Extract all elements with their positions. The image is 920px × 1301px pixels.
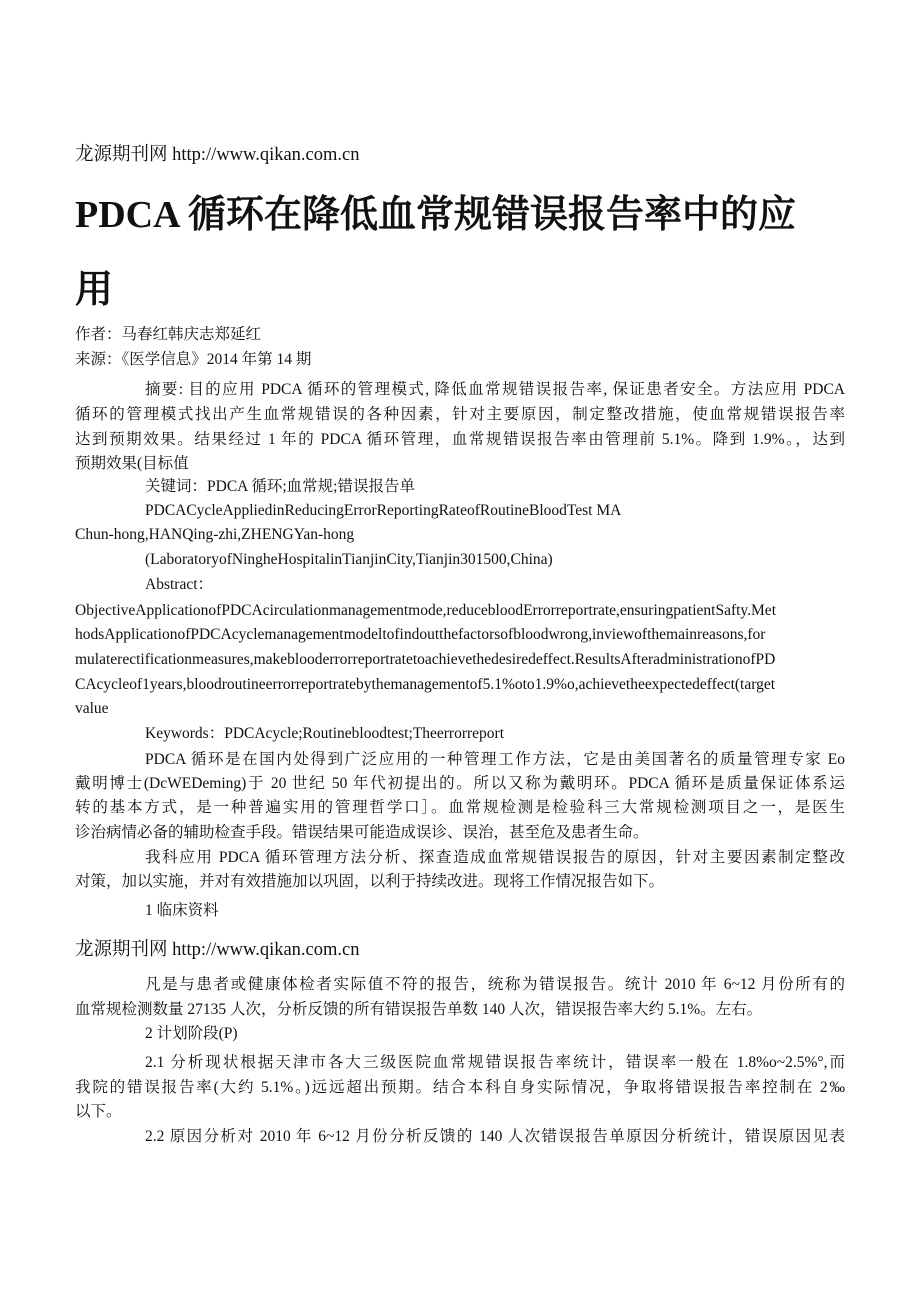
text-line: 预期效果(目标值	[75, 455, 189, 472]
text-line: 血常规检测数量 27135 人次，分析反馈的所有错误报告单数 140 人次，错误报告率大约 5.1%。左右。	[75, 1001, 763, 1018]
text-line: 2.2 原因分析对 2010 年 6~12 月份分析反馈的 140 人次错误报告单原因分析统计，错误原因见表	[145, 1128, 845, 1145]
article-title-line2: 用	[75, 269, 114, 311]
source-line: 来源：《医学信息》2014 年第 14 期	[75, 351, 312, 368]
text-line: hodsApplicationofPDCAcyclemanagementmodeltofindoutthefactorsofbloodwrong,inviewofthemainreasons,for	[75, 626, 766, 643]
text-line: Chun-hong,HANQing-zhi,ZHENGYan-hong	[75, 526, 355, 543]
site-header-repeat: 龙源期刊网 http://www.qikan.com.cn	[75, 940, 360, 960]
text-line: 2.1 分析现状根据天津市各大三级医院血常规错误报告率统计，错误率一般在 1.8%o~2.5%°,而	[145, 1054, 845, 1071]
article-title-line1: PDCA 循环在降低血常规错误报告率中的应	[75, 194, 796, 236]
text-line: 摘要: 目的应用 PDCA 循环的管理模式, 降低血常规错误报告率, 保证患者安全。方法应用 PDCA	[145, 381, 845, 398]
text-line: 我院的错误报告率(大约 5.1%。)远远超出预期。结合本科自身实际情况，争取将错误报告率控制在 2‰	[75, 1079, 845, 1096]
text-line: 凡是与患者或健康体检者实际值不符的报告，统称为错误报告。统计 2010 年 6~12 月份所有的	[145, 976, 845, 993]
text-line: 以下。	[75, 1103, 122, 1120]
abstract-label: Abstract：	[145, 576, 214, 593]
english-title: PDCACycleAppliedinReducingErrorReportingRateofRoutineBloodTest MA	[145, 502, 622, 519]
keywords-en: Keywords：PDCAcycle;Routinebloodtest;Theerrorreport	[145, 725, 504, 742]
text-line: 我科应用 PDCA 循环管理方法分析、探查造成血常规错误报告的原因，针对主要因素制定整改	[145, 849, 845, 866]
section-heading: 1 临床资料	[145, 902, 219, 919]
author-line: 作者：马春红韩庆志郑延红	[75, 326, 262, 343]
site-header: 龙源期刊网 http://www.qikan.com.cn	[75, 145, 360, 165]
text-line: 对策，加以实施，并对有效措施加以巩固，以利于持续改进。现将工作情况报告如下。	[75, 873, 665, 890]
text-line: value	[75, 700, 109, 717]
keywords-cn: 关键词：PDCA 循环;血常规;错误报告单	[145, 478, 415, 495]
text-line: 循环的管理模式找出产生血常规错误的各种因素，针对主要原因，制定整改措施，使血常规错误报告率	[75, 406, 845, 423]
text-line: 戴明博士(DcWEDeming)于 20 世纪 50 年代初提出的。所以又称为戴明环。PDCA 循环是质量保证体系运	[75, 775, 845, 792]
text-line: (LaboratoryofNingheHospitalinTianjinCity,Tianjin301500,China)	[145, 551, 553, 568]
section-heading: 2 计划阶段(P)	[145, 1025, 238, 1042]
text-line: 达到预期效果。结果经过 1 年的 PDCA 循环管理，血常规错误报告率由管理前 5.1%。降到 1.9%。，达到	[75, 431, 845, 448]
text-line: mulaterectificationmeasures,makeblooderrorreportratetoachievethedesiredeffect.ResultsAfteradministrationofPD	[75, 651, 776, 668]
text-line: PDCA 循环是在国内处得到广泛应用的一种管理工作方法，它是由美国著名的质量管理专家 Eo	[145, 751, 845, 768]
text-line: 诊治病情必备的辅助检查手段。错误结果可能造成误诊、误治，甚至危及患者生命。	[75, 824, 649, 841]
text-line: ObjectiveApplicationofPDCAcirculationmanagementmode,reducebloodErrorreportrate,ensuringpatientSafty.Met	[75, 602, 776, 619]
text-line: CAcycleof1years,bloodroutineerrorreportratebythemanagementof5.1%oto1.9%o,achievetheexpectedeffect(target	[75, 676, 776, 693]
text-line: 转的基本方式，是一种普遍实用的管理哲学口］。血常规检测是检验科三大常规检测项目之一，是医生	[75, 799, 845, 816]
